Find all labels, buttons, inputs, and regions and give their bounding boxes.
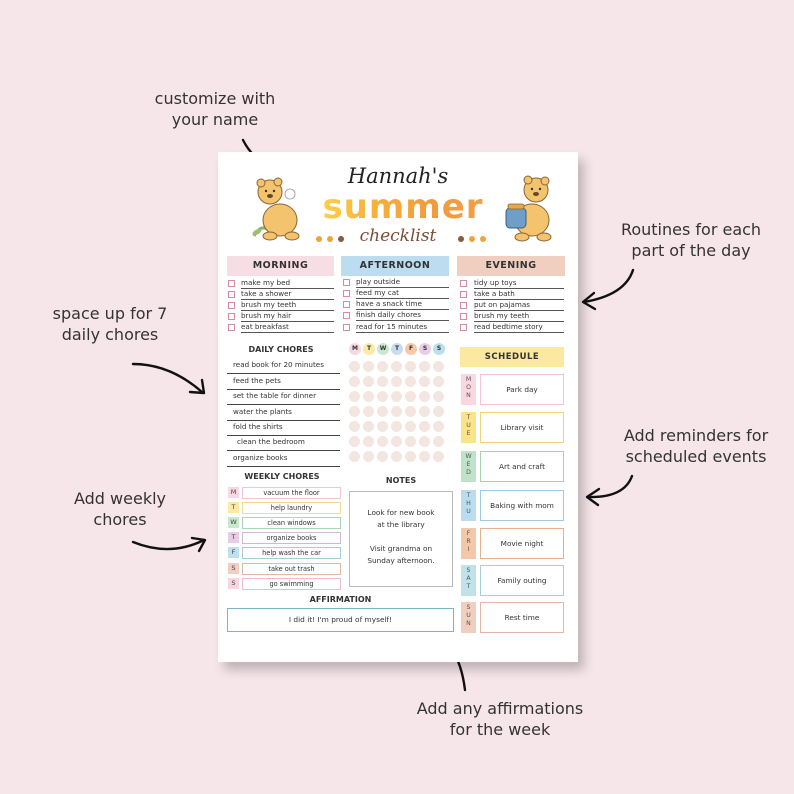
- tracker-cell[interactable]: [377, 451, 388, 462]
- callout-customize-name: [140, 88, 290, 130]
- checkbox[interactable]: [228, 291, 235, 298]
- schedule-day-letter: M: [465, 376, 472, 383]
- tracker-cell[interactable]: [391, 406, 402, 417]
- schedule-header: SCHEDULE: [460, 347, 564, 367]
- daily-chores-title: DAILY CHORES: [248, 345, 314, 354]
- callout-line: customize with: [154, 89, 276, 108]
- title-dot: [458, 236, 464, 242]
- evening-header: EVENING: [457, 256, 565, 276]
- schedule-day-letter: F: [466, 530, 471, 537]
- schedule-day-letter: N: [466, 620, 471, 628]
- tracker-day: F: [405, 343, 417, 355]
- weekly-day: T: [228, 532, 239, 543]
- tracker-day: M: [349, 343, 361, 355]
- weekly-day: W: [228, 517, 239, 528]
- tracker-cell[interactable]: [419, 391, 430, 402]
- tracker-cell[interactable]: [405, 376, 416, 387]
- schedule-day: [461, 451, 476, 482]
- checkbox[interactable]: [460, 280, 467, 287]
- tracker-cell[interactable]: [391, 391, 402, 402]
- callout-routines: [606, 219, 776, 261]
- tracker-cell[interactable]: [419, 451, 430, 462]
- callout-line: daily chores: [61, 325, 159, 344]
- tracker-cell[interactable]: [363, 451, 374, 462]
- weekly-day: F: [228, 547, 239, 558]
- daily-chore-line[interactable]: read book for 20 minutes: [227, 359, 340, 374]
- callout-line: scheduled events: [625, 447, 767, 466]
- schedule-event[interactable]: Family outing: [480, 565, 564, 596]
- weekly-chores-title: WEEKLY CHORES: [244, 472, 320, 481]
- schedule-day-letter: S: [466, 567, 471, 574]
- callout-line: space up for 7: [52, 304, 168, 323]
- title-dot: [316, 236, 322, 242]
- schedule-day-letter: R: [466, 538, 471, 546]
- tracker-cell[interactable]: [405, 406, 416, 417]
- tracker-day: T: [391, 343, 403, 355]
- schedule-day-letter: S: [466, 604, 471, 611]
- schedule-event[interactable]: Library visit: [480, 412, 564, 443]
- callout-line: part of the day: [631, 241, 751, 260]
- afternoon-header: AFTERNOON: [341, 256, 449, 276]
- notes-line: Look for new book: [367, 508, 435, 517]
- tracker-cell[interactable]: [349, 451, 360, 462]
- tracker-cell[interactable]: [405, 361, 416, 372]
- schedule-day-letter: W: [465, 453, 472, 460]
- tracker-day: W: [377, 343, 389, 355]
- morning-item: brush my hair: [241, 311, 334, 322]
- checkbox[interactable]: [343, 312, 350, 319]
- weekly-day: M: [228, 487, 239, 498]
- tracker-cell[interactable]: [377, 436, 388, 447]
- daily-chore-line[interactable]: clean the bedroom: [227, 436, 340, 451]
- daily-chore-line[interactable]: organize books: [227, 452, 340, 467]
- tracker-cell[interactable]: [419, 436, 430, 447]
- tracker-cell[interactable]: [349, 436, 360, 447]
- checkbox[interactable]: [228, 324, 235, 331]
- callout-line: Add weekly: [73, 489, 166, 508]
- tracker-day: T: [363, 343, 375, 355]
- tracker-cell[interactable]: [349, 376, 360, 387]
- arrow-daily: [133, 364, 202, 392]
- schedule-day-letter: O: [466, 384, 471, 392]
- checkbox[interactable]: [343, 324, 350, 331]
- callout-line: for the week: [449, 720, 551, 739]
- tracker-cell[interactable]: [391, 451, 402, 462]
- weekly-chore[interactable]: take out trash: [242, 563, 341, 575]
- checkbox[interactable]: [460, 324, 467, 331]
- bear-right-icon: [498, 174, 560, 244]
- tracker-cell[interactable]: [433, 451, 444, 462]
- affirmation-box[interactable]: I did it! I'm proud of myself!: [227, 608, 454, 632]
- morning-item: make my bed: [241, 278, 334, 289]
- callout-weekly-chores: [56, 488, 184, 530]
- notes-line: Visit grandma on: [369, 544, 433, 553]
- bear-left-icon: [248, 174, 308, 244]
- title-dot: [327, 236, 333, 242]
- callout-line: Add reminders for: [623, 426, 769, 445]
- schedule-day-letter: T: [466, 492, 471, 499]
- tracker-cell[interactable]: [363, 361, 374, 372]
- arrow-reminders: [588, 476, 632, 497]
- tracker-cell[interactable]: [391, 361, 402, 372]
- evening-item: tidy up toys: [474, 278, 564, 289]
- afternoon-item: play outside: [356, 277, 449, 288]
- evening-item: read bedtime story: [474, 322, 564, 333]
- title-checklist: checklist: [359, 226, 437, 246]
- notes-line: Sunday afternoon.: [367, 556, 435, 565]
- tracker-cell[interactable]: [405, 421, 416, 432]
- afternoon-item: feed my cat: [356, 288, 449, 299]
- weekly-chore[interactable]: organize books: [242, 532, 341, 544]
- weekly-chore[interactable]: go swimming: [242, 578, 341, 590]
- tracker-cell[interactable]: [377, 421, 388, 432]
- callout-line: Routines for each: [620, 220, 762, 239]
- schedule-day-letter: I: [467, 546, 470, 554]
- checkbox[interactable]: [460, 302, 467, 309]
- title-dot: [469, 236, 475, 242]
- weekly-chore[interactable]: help laundry: [242, 502, 341, 514]
- arrow-routines: [584, 270, 633, 302]
- daily-chore-line[interactable]: set the table for dinner: [227, 390, 340, 405]
- tracker-cell[interactable]: [419, 376, 430, 387]
- arrow-weekly: [133, 540, 204, 549]
- tracker-cell[interactable]: [433, 361, 444, 372]
- schedule-day: [461, 565, 476, 596]
- morning-item: brush my teeth: [241, 300, 334, 311]
- affirmation-title: AFFIRMATION: [309, 595, 372, 604]
- tracker-cell[interactable]: [419, 421, 430, 432]
- schedule-event[interactable]: Park day: [480, 374, 564, 405]
- callout-line: chores: [93, 510, 147, 529]
- tracker-cell[interactable]: [391, 436, 402, 447]
- schedule-event[interactable]: Rest time: [480, 602, 564, 633]
- tracker-cell[interactable]: [405, 451, 416, 462]
- title-summer: summer: [308, 188, 498, 226]
- daily-chore-line[interactable]: fold the shirts: [227, 421, 340, 436]
- tracker-cell[interactable]: [433, 436, 444, 447]
- callout-reminders: [608, 425, 784, 467]
- callout-line: Add any affirmations: [416, 699, 584, 718]
- afternoon-item: finish daily chores: [356, 310, 449, 321]
- tracker-cell[interactable]: [433, 421, 444, 432]
- schedule-day-letter: E: [466, 430, 471, 438]
- tracker-cell[interactable]: [349, 361, 360, 372]
- tracker-cell[interactable]: [377, 406, 388, 417]
- checkbox[interactable]: [460, 313, 467, 320]
- checkbox[interactable]: [343, 290, 350, 297]
- schedule-day: [461, 374, 476, 405]
- tracker-cell[interactable]: [433, 406, 444, 417]
- tracker-cell[interactable]: [405, 436, 416, 447]
- checkbox[interactable]: [343, 301, 350, 308]
- tracker-cell[interactable]: [349, 421, 360, 432]
- daily-chore-line[interactable]: water the plants: [227, 406, 340, 421]
- checkbox[interactable]: [460, 291, 467, 298]
- child-name: Hannah's: [347, 164, 449, 188]
- checkbox[interactable]: [228, 313, 235, 320]
- schedule-event[interactable]: Art and craft: [480, 451, 564, 482]
- weekly-day: S: [228, 563, 239, 574]
- schedule-day-letter: U: [466, 612, 471, 620]
- tracker-cell[interactable]: [363, 391, 374, 402]
- weekly-chore[interactable]: clean windows: [242, 517, 341, 529]
- checklist-sheet: [218, 152, 578, 662]
- notes-line: [350, 531, 452, 543]
- tracker-cell[interactable]: [419, 406, 430, 417]
- weekly-chore[interactable]: help wash the car: [242, 547, 341, 559]
- tracker-cell[interactable]: [349, 391, 360, 402]
- weekly-chore[interactable]: vacuum the floor: [242, 487, 341, 499]
- notes-box[interactable]: [349, 491, 453, 587]
- tracker-cell[interactable]: [363, 421, 374, 432]
- schedule-event[interactable]: Baking with mom: [480, 490, 564, 521]
- tracker-cell[interactable]: [433, 376, 444, 387]
- schedule-day-letter: D: [466, 469, 471, 477]
- tracker-cell[interactable]: [377, 361, 388, 372]
- schedule-day: [461, 490, 476, 521]
- morning-item: eat breakfast: [241, 322, 334, 333]
- schedule-day-letter: A: [466, 575, 471, 583]
- schedule-day-letter: E: [466, 461, 471, 469]
- evening-item: put on pajamas: [474, 300, 564, 311]
- daily-chore-line[interactable]: feed the pets: [227, 375, 340, 390]
- tracker-cell[interactable]: [349, 406, 360, 417]
- morning-header: MORNING: [227, 256, 334, 276]
- afternoon-item: have a snack time: [356, 299, 449, 310]
- schedule-event[interactable]: Movie night: [480, 528, 564, 559]
- evening-item: take a bath: [474, 289, 564, 300]
- evening-item: brush my teeth: [474, 311, 564, 322]
- tracker-day: S: [419, 343, 431, 355]
- afternoon-item: read for 15 minutes: [356, 322, 449, 333]
- schedule-day: [461, 412, 476, 443]
- title-dots-right: [458, 236, 486, 242]
- schedule-day-letter: T: [466, 583, 471, 591]
- checkbox[interactable]: [228, 280, 235, 287]
- title-dot: [480, 236, 486, 242]
- tracker-day: S: [433, 343, 445, 355]
- tracker-cell[interactable]: [405, 391, 416, 402]
- schedule-day: [461, 528, 476, 559]
- schedule-day-letter: H: [466, 500, 471, 508]
- tracker-cell[interactable]: [363, 376, 374, 387]
- weekly-day: S: [228, 578, 239, 589]
- tracker-cell[interactable]: [391, 376, 402, 387]
- schedule-day-letter: N: [466, 392, 471, 400]
- morning-item: take a shower: [241, 289, 334, 300]
- notes-line: at the library: [377, 520, 425, 529]
- schedule-day-letter: T: [466, 414, 471, 421]
- checkbox[interactable]: [228, 302, 235, 309]
- weekly-day: T: [228, 502, 239, 513]
- checkbox[interactable]: [343, 279, 350, 286]
- schedule-day-letter: U: [466, 508, 471, 516]
- notes-title: NOTES: [385, 476, 417, 485]
- schedule-day: [461, 602, 476, 633]
- callout-line: your name: [171, 110, 259, 129]
- tracker-cell[interactable]: [419, 361, 430, 372]
- schedule-day-letter: U: [466, 422, 471, 430]
- tracker-cell[interactable]: [391, 421, 402, 432]
- tracker-cell[interactable]: [363, 406, 374, 417]
- callout-affirmations: [400, 698, 600, 740]
- callout-daily-chores: [40, 303, 180, 345]
- tracker-cell[interactable]: [363, 436, 374, 447]
- tracker-cell[interactable]: [377, 376, 388, 387]
- tracker-cell[interactable]: [377, 391, 388, 402]
- tracker-cell[interactable]: [433, 391, 444, 402]
